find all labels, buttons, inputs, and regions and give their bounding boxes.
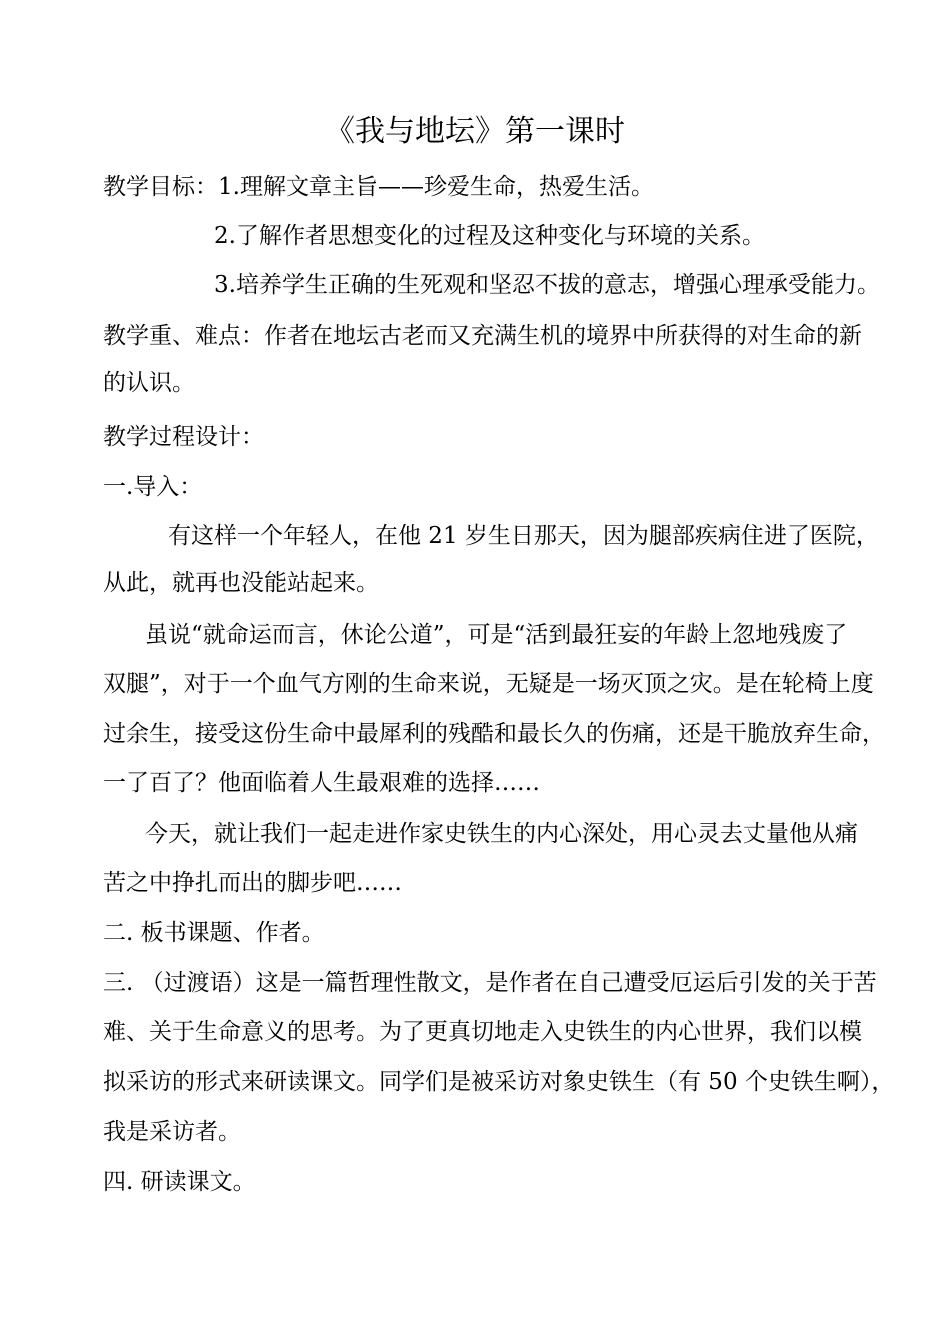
section-2-heading: 二. 板书课题、作者。 xyxy=(103,920,325,946)
paragraph-1-line-2: 从此，就再也没能站起来。 xyxy=(103,570,379,596)
paragraph-2-line-3: 过余生，接受这份生命中最犀利的残酷和最长久的伤痛，还是干脆放弃生命， xyxy=(103,721,885,747)
key-points-line-1: 教学重、难点：作者在地坛古老而又充满生机的境界中所获得的对生命的新 xyxy=(103,323,862,349)
paragraph-3-line-1: 今天，就让我们一起走进作家史铁生的内心深处，用心灵去丈量他从痛 xyxy=(145,821,858,847)
paragraph-2-line-2: 双腿”，对于一个血气方刚的生命来说，无疑是一场灭顶之灾。是在轮椅上度 xyxy=(103,671,874,697)
section-3-line-2: 难、关于生命意义的思考。为了更真切地走入史铁生的内心世界，我们以模 xyxy=(103,1019,862,1045)
section-3-line-3: 拟采访的形式来研读课文。同学们是被采访对象史铁生（有 50 个史铁生啊）， xyxy=(103,1069,895,1095)
paragraph-3-line-2: 苦之中挣扎而出的脚步吧…… xyxy=(103,870,402,896)
key-points-line-2: 的认识。 xyxy=(103,370,195,396)
paragraph-1-line-1: 有这样一个年轻人，在他 21 岁生日那天，因为腿部疾病住进了医院， xyxy=(168,523,879,549)
section-4-heading: 四. 研读课文。 xyxy=(103,1169,256,1195)
teaching-goal-1: 教学目标：1.理解文章主旨——珍爱生命，热爱生活。 xyxy=(103,174,654,200)
document-title: 《我与地坛》第一课时 xyxy=(325,114,625,149)
section-3-line-1: 三. （过渡语）这是一篇哲理性散文，是作者在自己遭受厄运后引发的关于苦 xyxy=(103,970,877,996)
section-1-heading: 一.导入： xyxy=(103,474,203,500)
teaching-goal-2: 2.了解作者思想变化的过程及这种变化与环境的关系。 xyxy=(214,223,765,249)
process-heading: 教学过程设计： xyxy=(103,424,264,450)
paragraph-2-line-4: 一了百了？他面临着人生最艰难的选择…… xyxy=(103,770,540,796)
teaching-goal-3: 3.培养学生正确的生死观和坚忍不拔的意志，增强心理承受能力。 xyxy=(214,272,880,298)
section-3-line-4: 我是采访者。 xyxy=(103,1119,241,1145)
paragraph-2-line-1: 虽说“就命运而言，休论公道”，可是“活到最狂妄的年龄上忽地残废了 xyxy=(145,622,848,648)
